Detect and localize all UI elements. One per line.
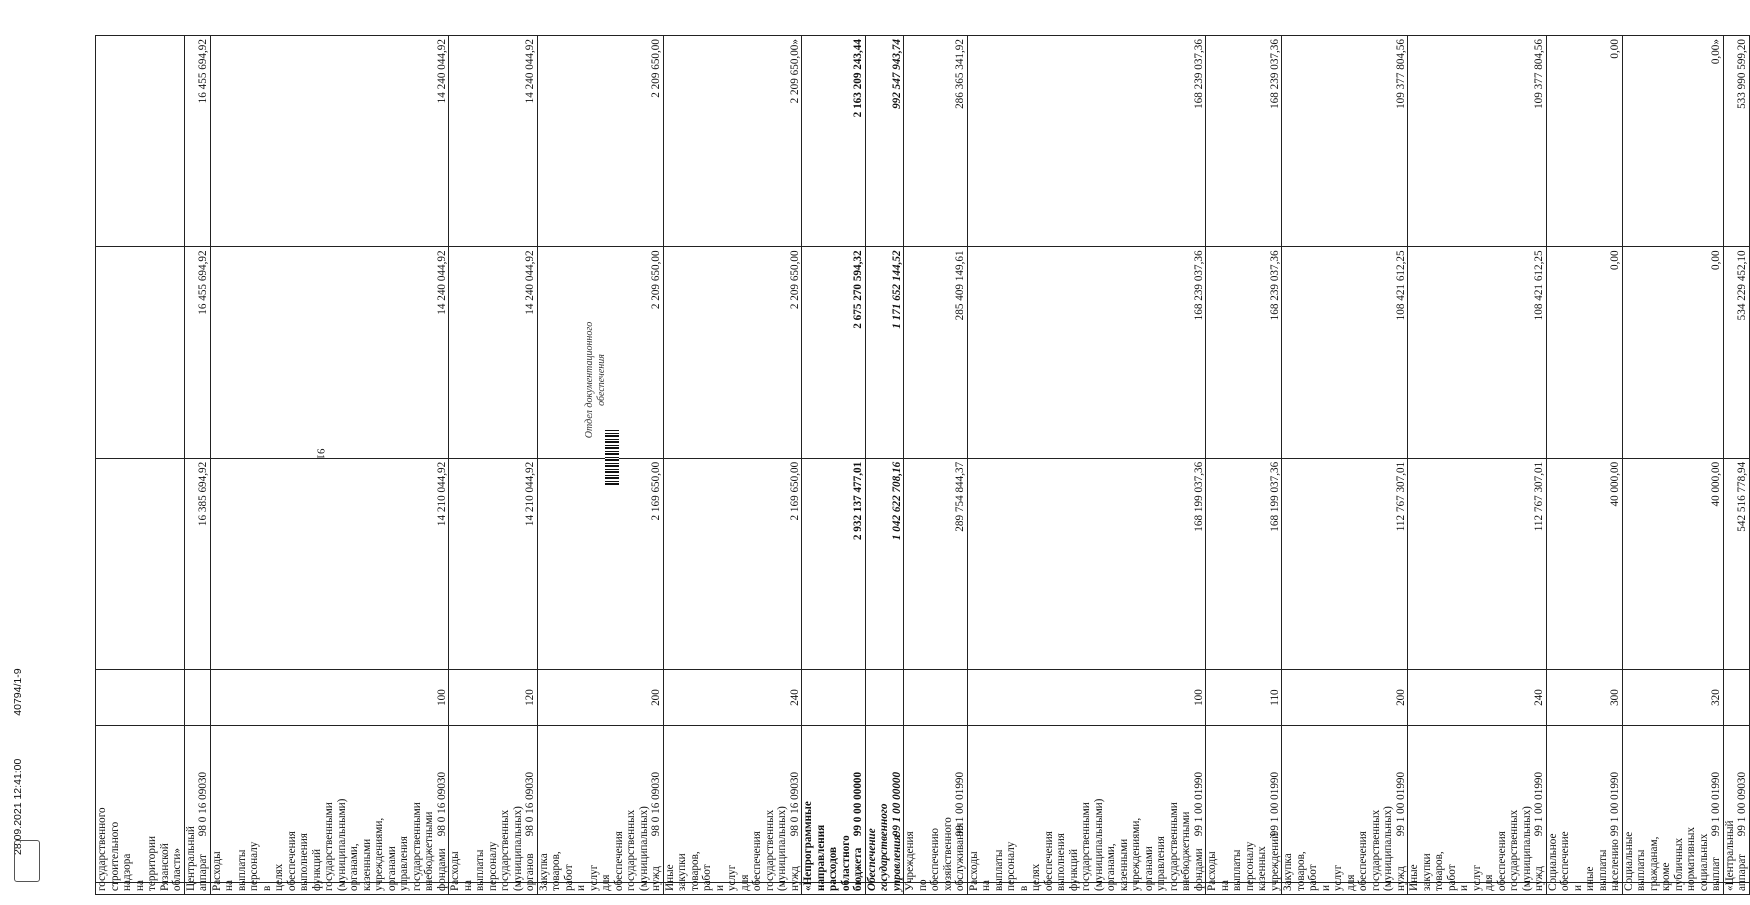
- row-type-cell: [1723, 670, 1749, 726]
- row-value-2021-cell: 168 199 037,36: [1206, 458, 1282, 669]
- row-value-2023-cell: 533 990 599,20: [1723, 36, 1749, 247]
- emblem-icon: [14, 840, 40, 882]
- row-name-cell: Центральный аппарат: [184, 883, 210, 895]
- row-value-2022-cell: 14 240 044,92: [449, 247, 538, 458]
- row-value-2022-cell: 2 209 650,00: [663, 247, 802, 458]
- row-value-2023-cell: 2 209 650,00»: [663, 36, 802, 247]
- row-value-2023-cell: 992 547 943,74: [865, 36, 904, 247]
- row-type-cell: 240: [663, 670, 802, 726]
- table-row: [184, 36, 210, 895]
- row-name-cell: Расходы на выплаты персоналу казенных учреждений: [1206, 883, 1282, 895]
- row-code-cell: 99 1 00 01990: [1622, 725, 1723, 882]
- table-row: [1408, 36, 1547, 895]
- table-row: [1282, 36, 1408, 895]
- table-row: [1206, 36, 1282, 895]
- row-type-cell: 240: [1408, 670, 1547, 726]
- table-row: [1723, 36, 1749, 895]
- row-type-cell: 300: [1546, 670, 1622, 726]
- row-value-2021-cell: 1 042 622 708,16: [865, 458, 904, 669]
- row-code-cell: 99 0 00 00000: [802, 725, 866, 882]
- row-name-cell: Иные закупки товаров, работ и услуг для обеспечения государственных (муниципальных) нужд: [663, 883, 802, 895]
- row-value-2021-cell: 168 199 037,36: [967, 458, 1206, 669]
- row-value-2023-cell: 14 240 044,92: [449, 36, 538, 247]
- row-code-cell: 98 0 16 09030: [663, 725, 802, 882]
- row-value-2022-cell: 168 239 037,36: [1206, 247, 1282, 458]
- row-name-cell: государственного строительного надзора на территории Рязанской области»: [96, 883, 185, 895]
- row-value-2021-cell: [96, 458, 185, 669]
- row-type-cell: 320: [1622, 670, 1723, 726]
- row-code-cell: 99 1 00 01990: [1546, 725, 1622, 882]
- row-name-cell: Расходы на выплаты персоналу государственных (муниципальных) органов: [449, 883, 538, 895]
- row-code-cell: 99 1 00 01990: [967, 725, 1206, 882]
- row-code-cell: 98 0 16 09030: [449, 725, 538, 882]
- department-stamp: Отдел документационного обеспечения: [584, 321, 607, 439]
- row-type-cell: 200: [1282, 670, 1408, 726]
- row-name-cell: Закупка товаров, работ и услуг для обеспечения государственных (муниципальных) нужд: [1282, 883, 1408, 895]
- row-value-2022-cell: 0,00: [1622, 247, 1723, 458]
- row-name-cell: Социальные выплаты гражданам, кроме публичных нормативных социальных выплат: [1622, 883, 1723, 895]
- row-value-2023-cell: 14 240 044,92: [210, 36, 449, 247]
- row-value-2022-cell: 2 675 270 594,32: [802, 247, 866, 458]
- row-code-cell: 99 1 00 01990: [1282, 725, 1408, 882]
- row-value-2021-cell: 2 169 650,00: [537, 458, 663, 669]
- row-value-2022-cell: 2 209 650,00: [537, 247, 663, 458]
- table-row: [802, 36, 866, 895]
- table-row: [537, 36, 663, 895]
- row-value-2021-cell: 14 210 044,92: [210, 458, 449, 669]
- row-type-cell: [904, 670, 968, 726]
- row-type-cell: 100: [967, 670, 1206, 726]
- row-type-cell: 200: [537, 670, 663, 726]
- row-code-cell: 98 0 16 09030: [184, 725, 210, 882]
- row-value-2021-cell: 542 516 778,94: [1723, 458, 1749, 669]
- row-code-cell: 99 1 00 01990: [904, 725, 968, 882]
- row-type-cell: [96, 670, 185, 726]
- row-type-cell: [802, 670, 866, 726]
- row-value-2023-cell: 2 209 650,00: [537, 36, 663, 247]
- table-row: [865, 36, 904, 895]
- row-type-cell: 120: [449, 670, 538, 726]
- row-name-cell: Расходы на выплаты персоналу в целях обеспечения выполнения функций государственными (муниципальными) органами, казенными учреждениями, органами управления государственными внебюджетными фондами: [967, 883, 1206, 895]
- table-row: [663, 36, 802, 895]
- table-row: [210, 36, 449, 895]
- table-row: [904, 36, 968, 895]
- row-value-2021-cell: 112 767 307,01: [1282, 458, 1408, 669]
- row-value-2023-cell: 16 455 694,92: [184, 36, 210, 247]
- table-row: [1622, 36, 1723, 895]
- row-value-2023-cell: 0,00»: [1622, 36, 1723, 247]
- row-value-2021-cell: 14 210 044,92: [449, 458, 538, 669]
- row-value-2022-cell: 14 240 044,92: [210, 247, 449, 458]
- row-name-cell: Обеспечение государственного управления: [865, 883, 904, 895]
- row-name-cell: Социальное обеспечение и иные выплаты населению: [1546, 883, 1622, 895]
- row-value-2021-cell: 40 000,00: [1622, 458, 1723, 669]
- row-value-2023-cell: 109 377 804,56: [1408, 36, 1547, 247]
- table-row: [96, 36, 185, 895]
- row-value-2021-cell: 289 754 844,37: [904, 458, 968, 669]
- row-value-2023-cell: 168 239 037,36: [1206, 36, 1282, 247]
- row-code-cell: 98 0 16 09030: [537, 725, 663, 882]
- row-code-cell: 99 1 00 00000: [865, 725, 904, 882]
- footer-doc-number: 40794/1-9: [12, 668, 24, 716]
- row-value-2022-cell: 168 239 037,36: [967, 247, 1206, 458]
- row-code-cell: 99 1 00 01990: [1206, 725, 1282, 882]
- row-code-cell: 98 0 16 09030: [210, 725, 449, 882]
- budget-table: [95, 35, 1750, 895]
- row-value-2022-cell: 534 229 452,10: [1723, 247, 1749, 458]
- table-row: [1546, 36, 1622, 895]
- row-value-2022-cell: [96, 247, 185, 458]
- table-row: [967, 36, 1206, 895]
- row-value-2022-cell: 285 409 149,61: [904, 247, 968, 458]
- row-value-2023-cell: 2 163 209 243,44: [802, 36, 866, 247]
- row-value-2022-cell: 16 455 694,92: [184, 247, 210, 458]
- row-value-2022-cell: 108 421 612,25: [1408, 247, 1547, 458]
- row-type-cell: [865, 670, 904, 726]
- row-type-cell: [184, 670, 210, 726]
- row-value-2022-cell: 108 421 612,25: [1282, 247, 1408, 458]
- row-code-cell: 99 1 00 01990: [1408, 725, 1547, 882]
- row-value-2023-cell: 109 377 804,56: [1282, 36, 1408, 247]
- row-value-2021-cell: 2 169 650,00: [663, 458, 802, 669]
- row-name-cell: Расходы на выплаты персоналу в целях обеспечения выполнения функций государственными (муниципальными) органами, казенными учреждениями, органами управления государственными внебюджетными фондами: [210, 883, 449, 895]
- row-value-2021-cell: 112 767 307,01: [1408, 458, 1547, 669]
- table-row: [449, 36, 538, 895]
- row-type-cell: 100: [210, 670, 449, 726]
- footer-datetime: 28.09.2021 12:41:00: [12, 758, 24, 855]
- row-value-2022-cell: 1 171 652 144,52: [865, 247, 904, 458]
- row-value-2023-cell: 168 239 037,36: [967, 36, 1206, 247]
- row-name-cell: Закупка товаров, работ и услуг для обеспечения государственных (муниципальных) нужд: [537, 883, 663, 895]
- row-value-2023-cell: [96, 36, 185, 247]
- row-code-cell: 99 1 00 09030: [1723, 725, 1749, 882]
- row-value-2022-cell: 0,00: [1546, 247, 1622, 458]
- row-value-2021-cell: 40 000,00: [1546, 458, 1622, 669]
- row-value-2021-cell: 2 932 137 477,01: [802, 458, 866, 669]
- row-name-cell: Учреждения по обеспечению хозяйственного обслуживания: [904, 883, 968, 895]
- row-value-2021-cell: 16 385 694,92: [184, 458, 210, 669]
- row-name-cell: Иные закупки товаров, работ и услуг для обеспечения государственных (муниципальных) нужд: [1408, 883, 1547, 895]
- row-value-2023-cell: 286 365 341,92: [904, 36, 968, 247]
- row-value-2023-cell: 0,00: [1546, 36, 1622, 247]
- row-name-cell: «Непрограммные направления расходов областного бюджета: [802, 883, 866, 895]
- row-name-cell: «Центральный аппарат: [1723, 883, 1749, 895]
- row-type-cell: 110: [1206, 670, 1282, 726]
- page-number: 91: [314, 448, 327, 460]
- barcode-image: [605, 430, 619, 485]
